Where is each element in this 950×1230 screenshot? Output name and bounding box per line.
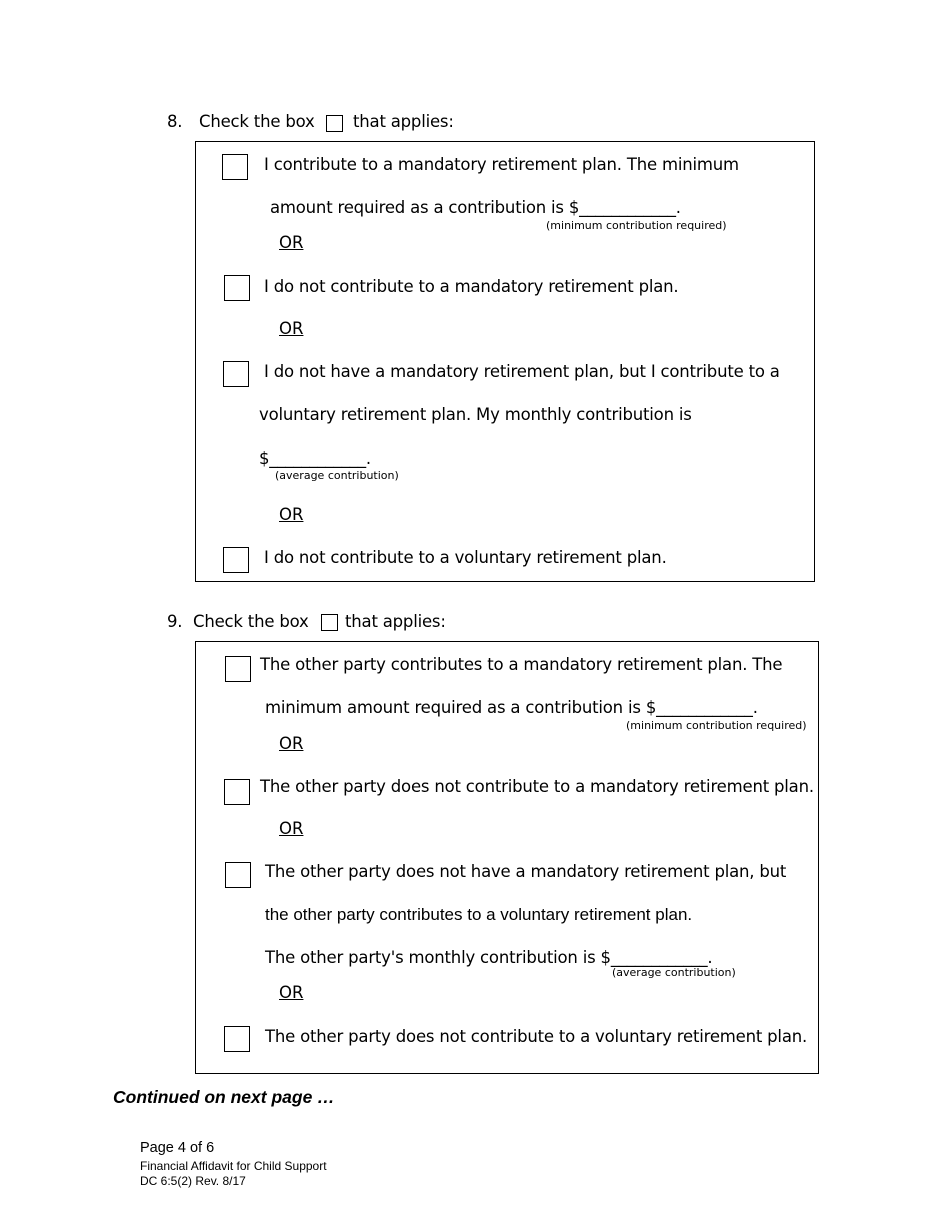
q8-or-2: OR	[279, 319, 304, 338]
q9-option4-text: The other party does not contribute to a voluntary retirement plan.	[265, 1027, 808, 1046]
q8-option4-checkbox[interactable]	[223, 547, 249, 573]
q8-option3-line1: I do not have a mandatory retirement plan, but I contribute to a	[264, 362, 780, 381]
q8-prompt-after: that applies:	[353, 112, 454, 131]
q8-option4-text: I do not contribute to a voluntary retirement plan.	[264, 548, 667, 567]
q8-number: 8.	[167, 112, 183, 131]
q8-option1-line1: I contribute to a mandatory retirement plan. The minimum	[264, 155, 739, 174]
q9-option1-checkbox[interactable]	[225, 656, 251, 682]
q9-sample-checkbox-icon	[321, 614, 338, 631]
q8-option3-line2: voluntary retirement plan. My monthly contribution is	[259, 405, 692, 424]
q9-option1-line2: minimum amount required as a contribution is $____________.	[265, 698, 758, 717]
continued-notice: Continued on next page …	[113, 1087, 335, 1107]
q8-or-3: OR	[279, 505, 304, 524]
q9-option3-caption: (average contribution)	[612, 966, 736, 979]
q9-option3-line1: The other party does not have a mandatory retirement plan, but	[265, 862, 787, 881]
q8-sample-checkbox-icon	[326, 115, 343, 132]
q8-option1-line2: amount required as a contribution is $____________.	[270, 198, 681, 217]
q9-option3-line3: The other party's monthly contribution is $____________.	[265, 948, 713, 967]
page-number: Page 4 of 6	[140, 1140, 215, 1156]
q8-option3-line3: $____________.	[259, 449, 371, 468]
q9-option1-line1: The other party contributes to a mandatory retirement plan. The	[260, 655, 783, 674]
q9-or-1: OR	[279, 734, 304, 753]
form-code: DC 6:5(2) Rev. 8/17	[140, 1174, 246, 1188]
q8-option3-checkbox[interactable]	[223, 361, 249, 387]
q9-or-3: OR	[279, 983, 304, 1002]
q9-option2-checkbox[interactable]	[224, 779, 250, 805]
q9-option2-text: The other party does not contribute to a mandatory retirement plan.	[260, 777, 814, 796]
q9-option3-checkbox[interactable]	[225, 862, 251, 888]
q8-option2-text: I do not contribute to a mandatory retirement plan.	[264, 277, 679, 296]
q9-prompt-before: Check the box	[193, 612, 309, 631]
q8-prompt-before: Check the box	[199, 112, 315, 131]
q9-option1-caption: (minimum contribution required)	[626, 719, 807, 732]
q9-number: 9.	[167, 612, 183, 631]
q8-option1-checkbox[interactable]	[222, 154, 248, 180]
q8-or-1: OR	[279, 233, 304, 252]
q8-option1-caption: (minimum contribution required)	[546, 219, 727, 232]
q9-or-2: OR	[279, 819, 304, 838]
q8-option3-caption: (average contribution)	[275, 469, 399, 482]
q9-prompt-after: that applies:	[345, 612, 446, 631]
q8-option2-checkbox[interactable]	[224, 275, 250, 301]
q9-option4-checkbox[interactable]	[224, 1026, 250, 1052]
form-title: Financial Affidavit for Child Support	[140, 1159, 327, 1173]
q9-option3-line2: the other party contributes to a voluntary retirement plan.	[265, 905, 693, 924]
